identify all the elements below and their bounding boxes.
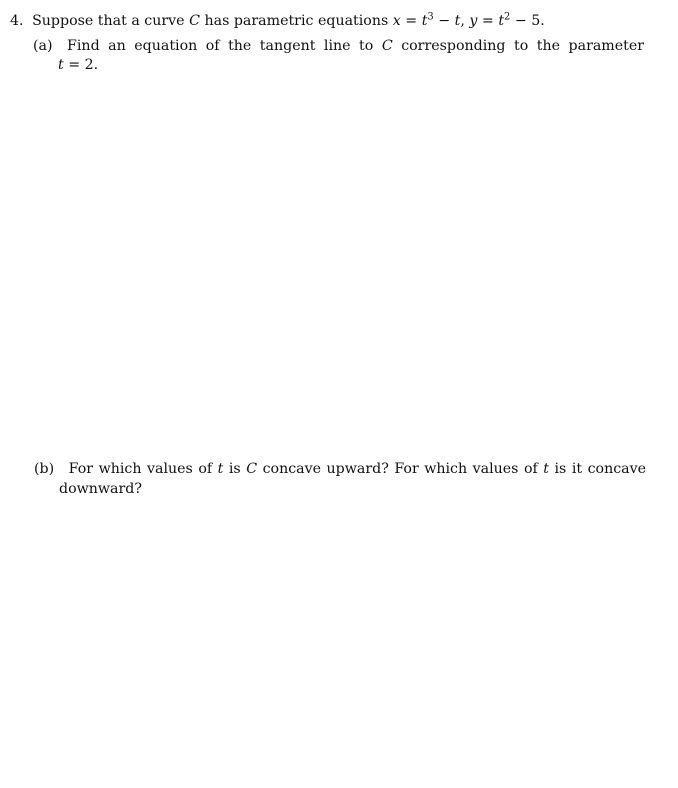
eq-y-rest: − 5. bbox=[514, 13, 545, 29]
eq-y-t: t bbox=[498, 13, 505, 29]
eq-y-equals: = bbox=[481, 13, 494, 29]
part-b-text-5: downward? bbox=[59, 481, 142, 497]
parametric-equations bbox=[393, 13, 545, 29]
problem-statement bbox=[10, 13, 545, 30]
eq-comma: , bbox=[460, 13, 465, 29]
part-a-curve-var: C bbox=[381, 38, 393, 54]
part-a-param-rest: = 2. bbox=[68, 57, 99, 73]
part-b-text-1: For which values of bbox=[68, 461, 213, 477]
part-b-text-2: is bbox=[228, 461, 241, 477]
part-b-curve-var: C bbox=[246, 461, 258, 477]
eq-y-var: y bbox=[469, 13, 478, 29]
part-b-text-4: is it concave bbox=[554, 461, 647, 477]
part-a-line-2 bbox=[58, 57, 98, 74]
eq-minus: − bbox=[438, 13, 451, 29]
part-b-text-3: concave upward? For which values of bbox=[262, 461, 538, 477]
part-a-label: (a) bbox=[33, 38, 53, 54]
part-b-line-2 bbox=[59, 481, 142, 498]
part-b-line-1 bbox=[34, 461, 646, 478]
intro-text: Suppose that a curve bbox=[32, 13, 185, 29]
problem-number: 4. bbox=[10, 13, 24, 29]
eq-t-2: t bbox=[454, 13, 461, 29]
eq-equals: = bbox=[405, 13, 418, 29]
intro-text-2: has parametric equations bbox=[204, 13, 389, 29]
curve-variable: C bbox=[189, 13, 200, 29]
part-b-t-var-1: t bbox=[217, 461, 224, 477]
part-a-param-var: t bbox=[58, 57, 64, 73]
eq-x-exponent: 3 bbox=[427, 11, 434, 23]
part-a-text-1: Find an equation of the tangent line to bbox=[67, 38, 374, 54]
eq-t: t bbox=[421, 13, 428, 29]
part-a-line-1 bbox=[33, 38, 644, 55]
eq-x-var: x bbox=[392, 13, 401, 29]
part-b-label: (b) bbox=[34, 461, 55, 477]
part-b-t-var-2: t bbox=[543, 461, 549, 477]
part-a-text-2: corresponding to the parameter bbox=[401, 38, 645, 54]
eq-y-exponent: 2 bbox=[504, 11, 511, 23]
